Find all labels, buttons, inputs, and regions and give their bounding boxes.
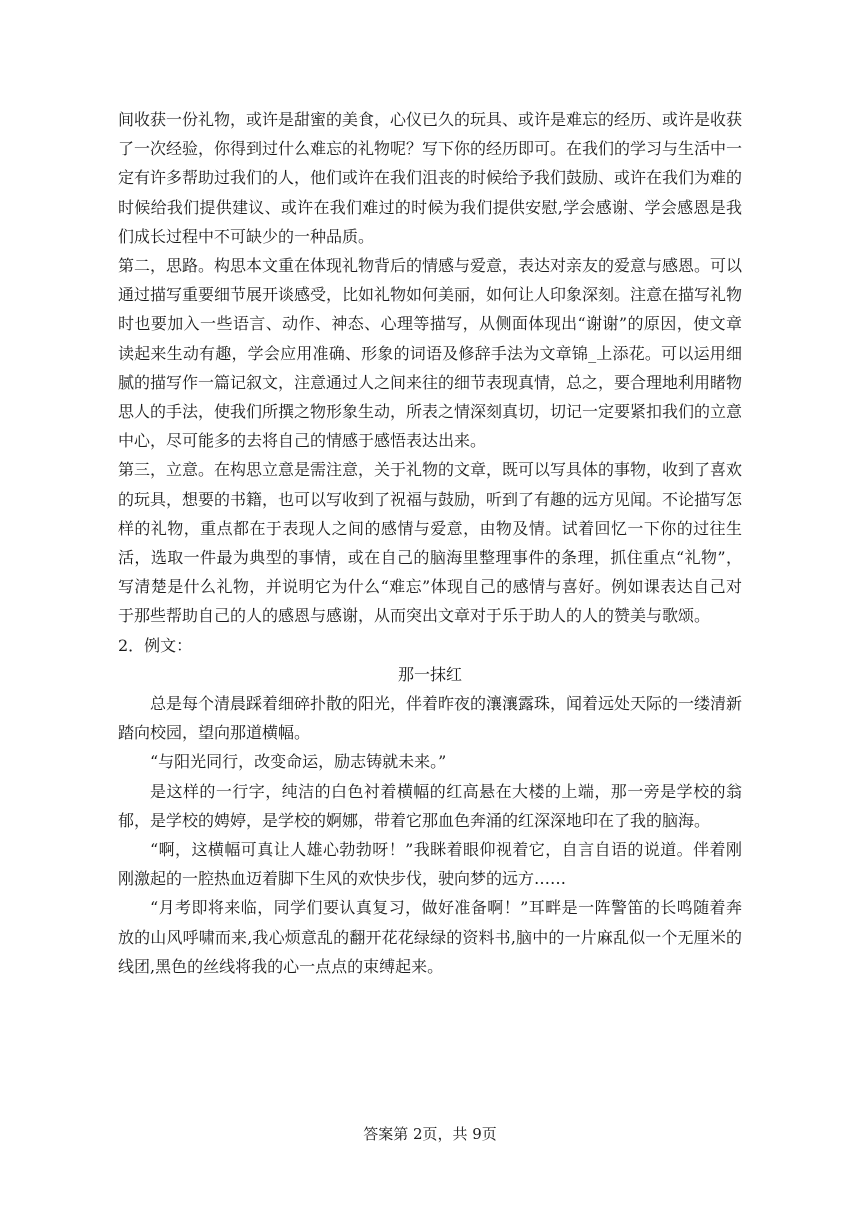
essay-paragraph: “月考即将来临，同学们要认真复习，做好准备啊！”耳畔是一阵警笛的长鸣随着奔放的山风呼啸而来,我心烦意乱的翻开花花绿绿的资料书,脑中的一片麻乱似一个无厘米的线团,黑色的丝线将我的心一点点的束缚起来。 bbox=[118, 898, 742, 976]
essay-paragraph: “与阳光同行，改变命运，励志铸就未来。” bbox=[150, 752, 447, 772]
essay-paragraph: 是这样的一行字，纯洁的白色衬着横幅的红高悬在大楼的上端，那一旁是学校的翁郁，是学校的娉婷，是学校的婀娜，带着它那血色奔涌的红深深地印在了我的脑海。 bbox=[118, 781, 742, 830]
example-heading: 2．例文： bbox=[118, 635, 193, 655]
essay-title: 那一抹红 bbox=[397, 664, 462, 684]
essay-paragraph: “啊，这横幅可真让人雄心勃勃呀！”我眯着眼仰视着它，自言自语的说道。伴着刚刚激起的一腔热血迈着脚下生风的欢快步伐，驶向梦的远方…… bbox=[118, 840, 742, 889]
paragraph-approach: 第二，思路。构思本文重在体现礼物背后的情感与爱意，表达对亲友的爱意与感恩。可以通过描写重要细节展开谈感受，比如礼物如何美丽，如何让人印象深刻。注意在描写礼物时也要加入一些语言、动作、神态、心理等描写，从侧面体现出“谢谢”的原因，使文章读起来生动有趣，学会应用准确、形象的词语及修辞手法为文章锦_上添花。可以运用细腻的描写作一篇记叙文，注意通过人之间来往的细节表现真情，总之，要合理地利用睹物思人的手法，使我们所撰之物形象生动，所表之情深刻真切，切记一定要紧扣我们的立意中心，尽可能多的去将自己的情感于感悟表达出来。 bbox=[118, 256, 743, 451]
paragraph-intro-continued: 间收获一份礼物，或许是甜蜜的美食，心仪已久的玩具、或许是难忘的经历、或许是收获了一次经验，你得到过什么难忘的礼物呢？写下你的经历即可。在我们的学习与生活中一定有许多帮助过我们的人，他们或许在我们沮丧的时候给予我们鼓励、或许在我们为难的时候给我们提供建议、或许在我们难过的时候为我们提供安慰,学会感谢、学会感恩是我们成长过程中不可缺少的一种品质。 bbox=[118, 110, 743, 246]
essay-paragraph: 总是每个清晨踩着细碎扑散的阳光，伴着昨夜的瀼瀼露珠，闻着远处天际的一缕清新踏向校园，望向那道横幅。 bbox=[118, 694, 743, 743]
paragraph-theme: 第三，立意。在构思立意是需注意，关于礼物的文章，既可以写具体的事物，收到了喜欢的玩具，想要的书籍，也可以写收到了祝福与鼓励，听到了有趣的远方见闻。不论描写怎样的礼物，重点都在于表现人之间的感情与爱意，由物及情。试着回忆一下你的过往生活，选取一件最为典型的事情，或在自己的脑海里整理事件的条理，抓住重点“礼物”，写清楚是什么礼物，并说明它为什么“难忘”体现自己的感情与喜好。例如课表达自己对于那些帮助自己的人的感恩与感谢，从而突出文章对于乐于助人的人的赞美与歌颂。 bbox=[118, 460, 743, 626]
document-body bbox=[118, 105, 742, 981]
page-footer: 答案第 2页，共 9页 bbox=[363, 1125, 497, 1143]
